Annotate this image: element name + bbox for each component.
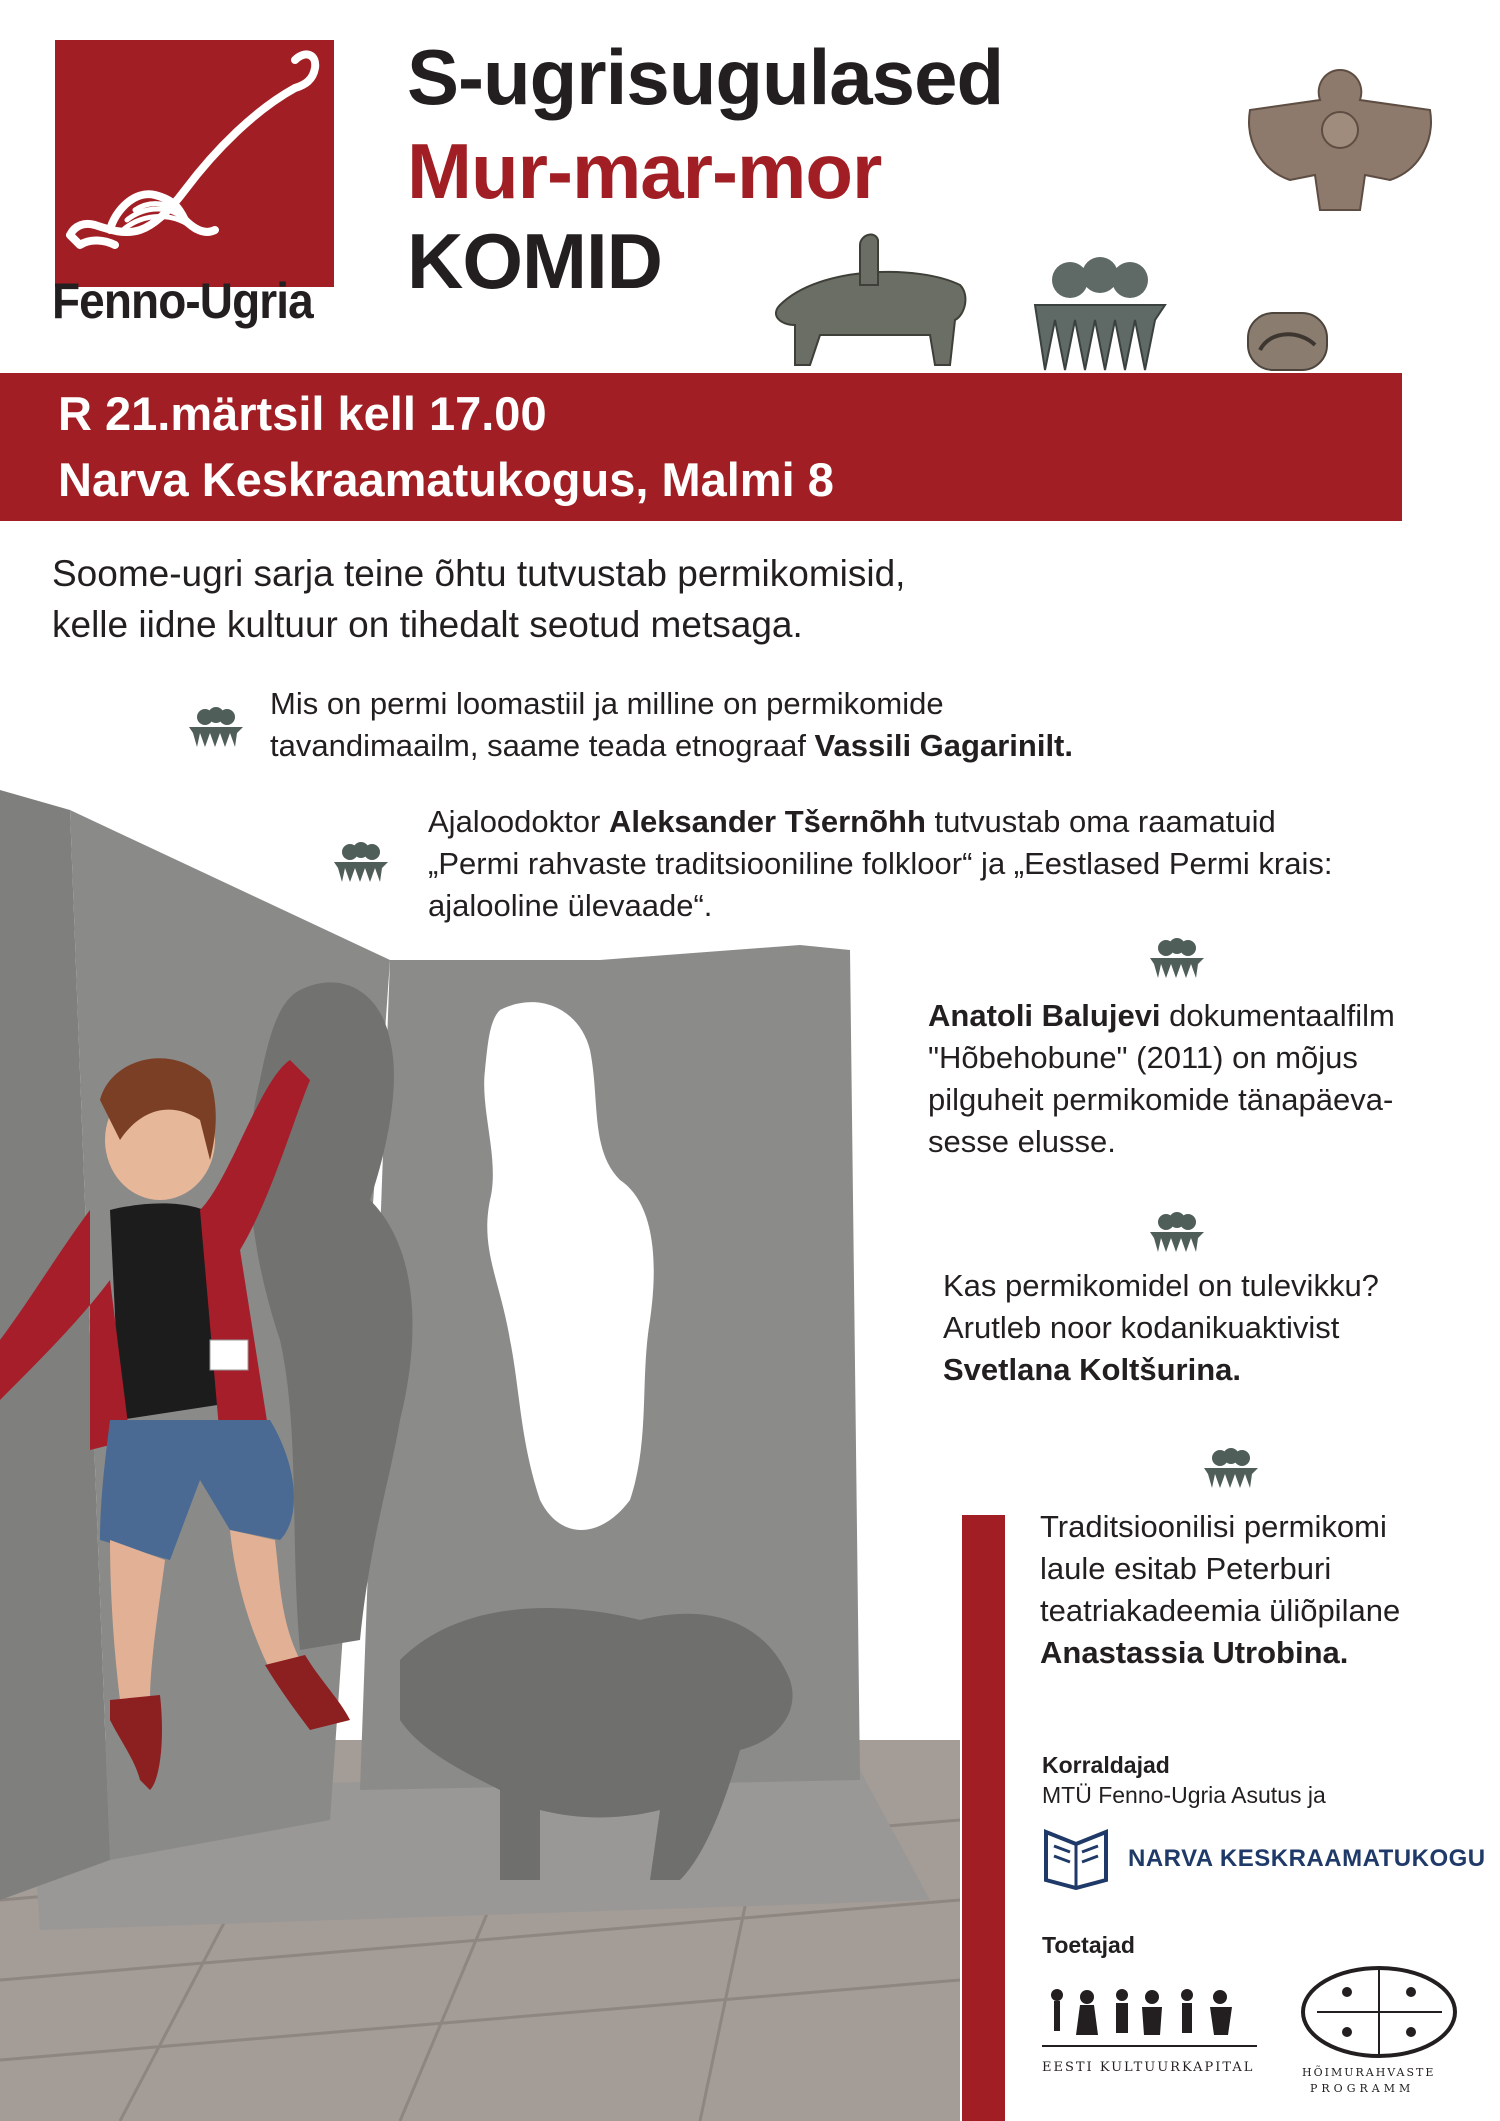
program-item-1: Mis on permi loomastiil ja milline on permikomide tavandimaailm, saame teada etnograaf Vassili Gagarinilt. [270, 686, 1073, 763]
amulet-bullet-icon [185, 707, 247, 747]
amulet-bullet-icon [330, 842, 392, 882]
hoimurahvaste-caption-bottom: PROGRAMM [1310, 2082, 1415, 2095]
event-datetime: R 21.märtsil kell 17.00 [58, 387, 547, 440]
speaker-name: Vassili Gagarinilt. [814, 728, 1073, 763]
speaker-name: Svetlana Koltšurina. [943, 1352, 1242, 1387]
logo-text: Fenno-Ugria [52, 273, 313, 329]
event-photo [0, 780, 960, 2121]
animal-plaque-icon [1245, 310, 1330, 373]
program-item-3: Anatoli Balujevi dokumentaalfilm "Hõbehobune" (2011) on mõjus pilguheit permikomide tänapäeva- sesse elusse. [928, 998, 1395, 1159]
supporters-heading: Toetajad [1042, 1932, 1135, 1958]
speaker-name: Anastassia Utrobina. [1040, 1635, 1349, 1670]
title-line-3: KOMID [407, 217, 662, 305]
bird-amulet-icon [1240, 60, 1440, 220]
elk-drawing-icon [55, 40, 334, 287]
title-line-2: Mur-mar-mor [407, 127, 882, 215]
program-item-5: Traditsioonilisi permikomi laule esitab Peterburi teatriakadeemia üliõpilane Anastassia Utrobina. [1040, 1509, 1401, 1670]
kulturkapital-caption: EESTI KULTUURKAPITAL [1042, 2060, 1255, 2075]
event-place: Narva Keskraamatukogus, Malmi 8 [58, 453, 834, 506]
accent-bar [962, 1515, 1005, 2121]
program-item-2: Ajaloodoktor Aleksander Tšernõhh tutvustab oma raamatuid „Permi rahvaste traditsiooniline folkloor“ ja „Eestlased Permi krais: ajalooline ülevaade“. [428, 804, 1333, 923]
organizers-heading: Korraldajad [1042, 1752, 1170, 1778]
speaker-name: Anatoli Balujevi [928, 998, 1161, 1033]
amulet-bullet-icon [1200, 1448, 1262, 1488]
horse-rider-amulet-icon [760, 225, 985, 375]
name-badge [210, 1340, 248, 1370]
title-line-1: S-ugrisugulased [407, 33, 1004, 121]
hoimurahvaste-caption-top: HÕIMURAHVASTE [1302, 2066, 1436, 2079]
speaker-name: Aleksander Tšernõhh [608, 804, 926, 839]
library-name: NARVA KESKRAAMATUKOGU [1128, 1845, 1486, 1872]
amulet-bullet-icon [1146, 938, 1208, 978]
amulet-bullet-icon [1146, 1212, 1208, 1252]
book-logo-icon [1042, 1822, 1110, 1890]
kulturkapital-logo-icon [1042, 1985, 1257, 2055]
intro-line-2: kelle iidne kultuur on tihedalt seotud metsaga. [52, 604, 803, 645]
three-heads-amulet-icon [1025, 250, 1175, 375]
fenno-ugria-logo [55, 40, 334, 287]
organizers-text: MTÜ Fenno-Ugria Asutus ja [1042, 1782, 1326, 1808]
program-item-4: Kas permikomidel on tulevikku? Arutleb noor kodanikuaktivist Svetlana Koltšurina. [943, 1268, 1379, 1387]
hoimurahvaste-logo-icon [1297, 1962, 1462, 2062]
intro-text [52, 548, 1152, 650]
intro-line-1: Soome-ugri sarja teine õhtu tutvustab permikomisid, [52, 553, 906, 594]
